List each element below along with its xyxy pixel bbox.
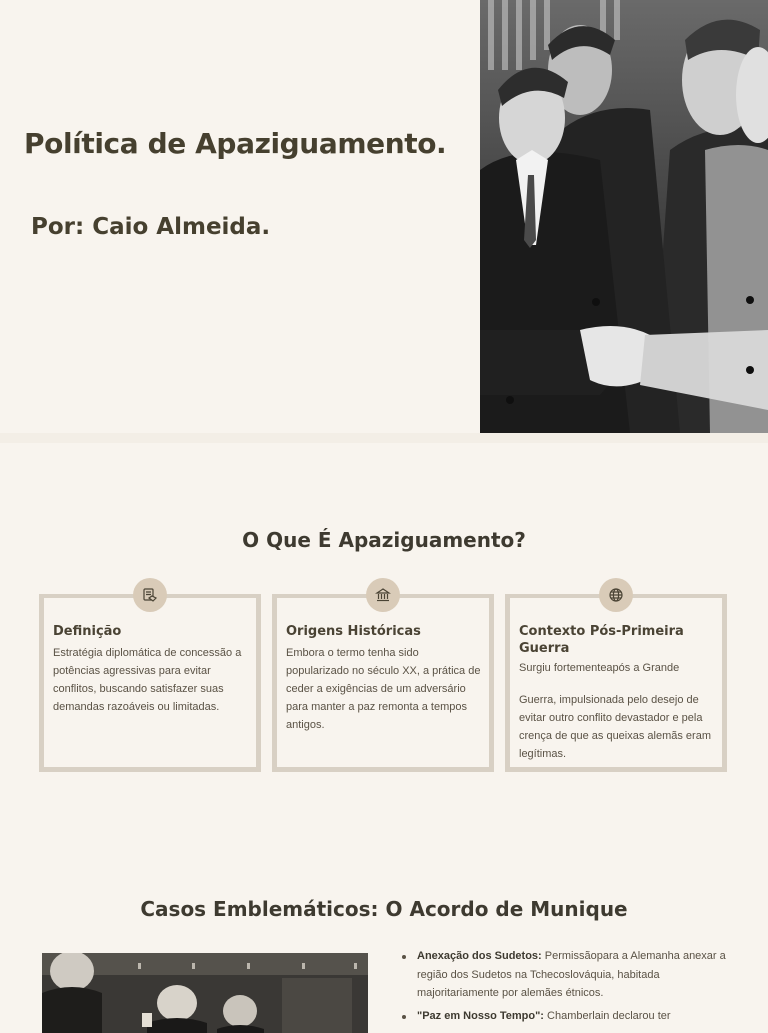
- card-title: Contexto Pós-Primeira Guerra: [519, 624, 684, 656]
- cards-row: [39, 594, 729, 772]
- card-text: Surgiu fortementeapós a Grande: [519, 662, 680, 674]
- card-text: Estratégia diplomática de concessão a potências agressivas para evitar conflitos, buscando satisfazer suas demandas razoáveis ou limitadas.: [53, 647, 242, 713]
- card-text: Embora o termo tenha sido popularizado no século XX, a prática de ceder a exigências de um adversário para manter a paz remonta a tempos antigos.: [286, 647, 481, 731]
- list-item: [400, 947, 730, 1003]
- card-title: Definição: [53, 624, 122, 639]
- card-context: [505, 594, 727, 772]
- hero-section: [0, 0, 768, 433]
- section-title-what: O Que É Apaziguamento?: [242, 528, 526, 552]
- bullet-text: Chamberlain declarou ter: [543, 1009, 671, 1022]
- author-line: Por: Caio Almeida.: [31, 214, 271, 240]
- list-item: [400, 1007, 730, 1026]
- section-title-munich: Casos Emblemáticos: O Acordo de Munique: [140, 897, 628, 921]
- card-origins: [272, 594, 494, 772]
- card-definition: [39, 594, 261, 772]
- bullet-text: Permissãopara a Alemanha anexar a região dos Sudetos na Tchecoslováquia, habitada majoritariamente por alemães étnicos.: [417, 950, 726, 999]
- handshake-document-icon: [133, 578, 167, 612]
- bank-building-icon: [366, 578, 400, 612]
- card-text: Guerra, impulsionada pelo desejo de evitar outro conflito devastador e pela crença de que as queixas alemãs eram legítimas.: [519, 694, 711, 760]
- globe-icon: [599, 578, 633, 612]
- bullet-label: Anexação dos Sudetos:: [417, 950, 542, 962]
- section-divider: [0, 433, 768, 443]
- hero-photo-handshake: [480, 0, 768, 433]
- munich-bullets: [400, 947, 730, 1029]
- munich-agreement-photo: [42, 953, 368, 1033]
- bullet-label: "Paz em Nosso Tempo":: [417, 1009, 544, 1022]
- card-title: Origens Históricas: [286, 624, 421, 639]
- page-title: Política de Apaziguamento.: [24, 127, 447, 160]
